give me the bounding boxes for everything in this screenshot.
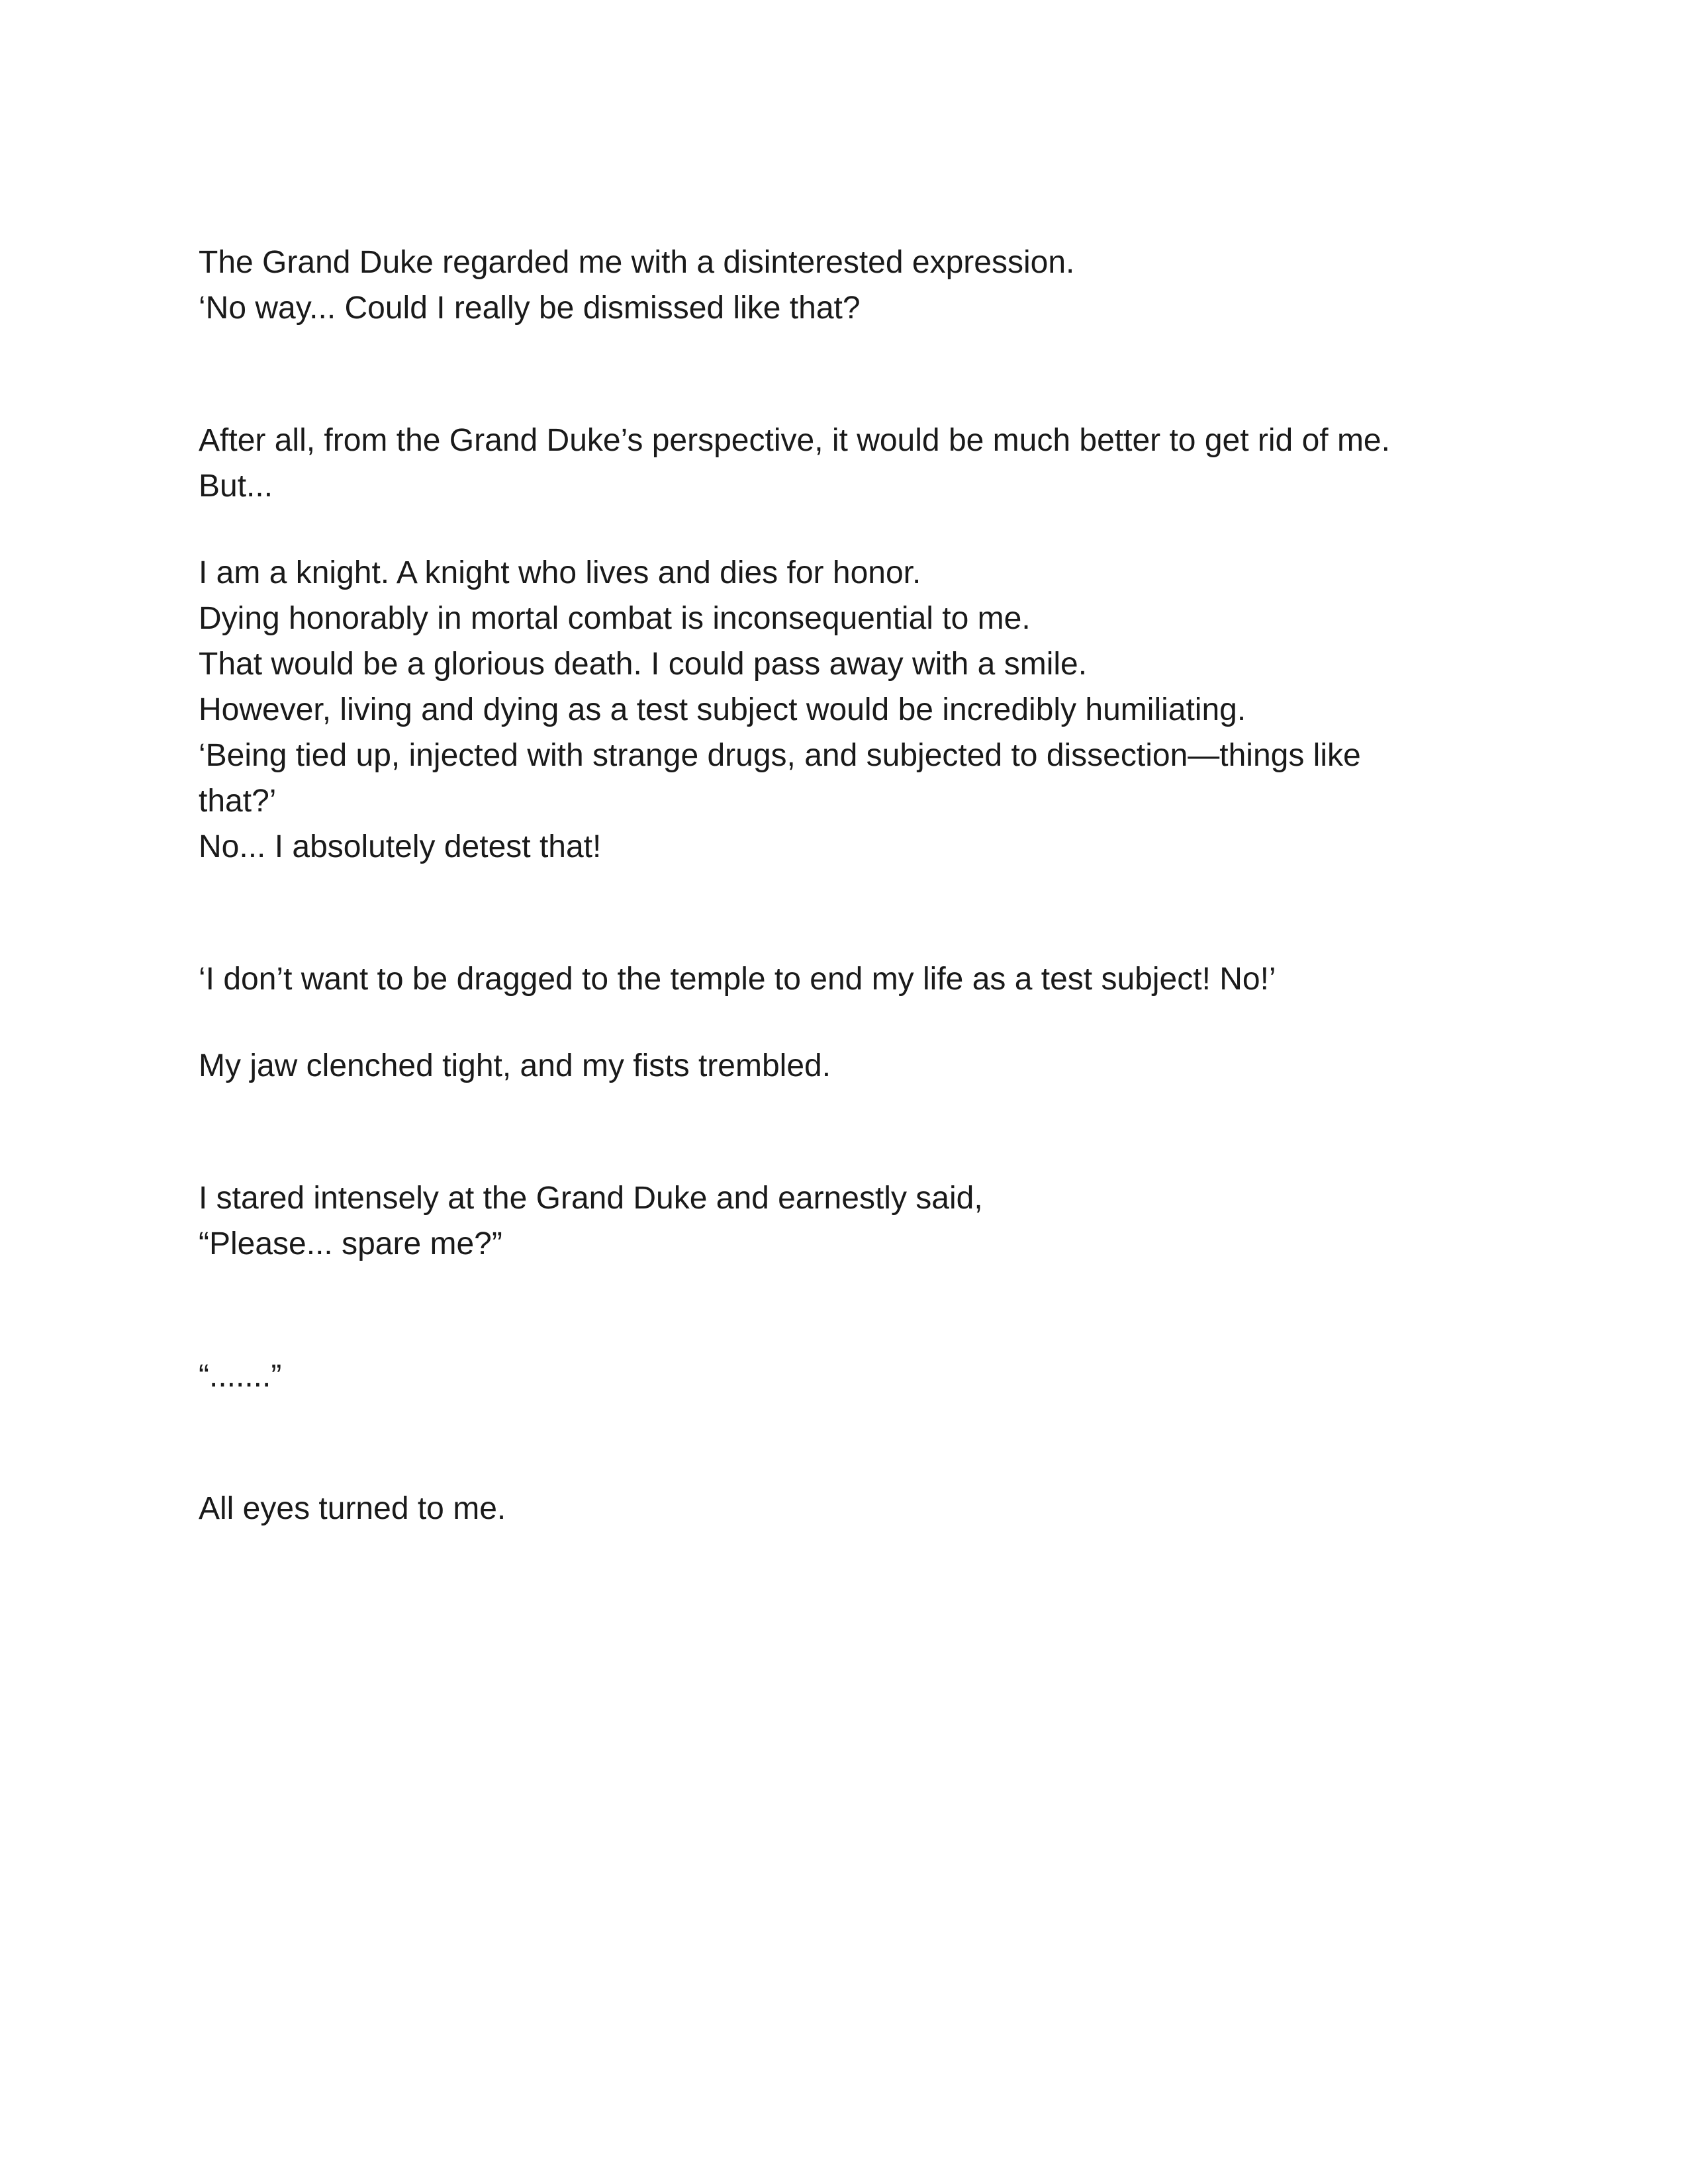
text-line: My jaw clenched tight, and my fists trembled. (199, 1048, 831, 1083)
text-line: However, living and dying as a test subject would be incredibly humiliating. (199, 692, 1246, 727)
text-line: After all, from the Grand Duke’s perspective, it would be much better to get rid of me. (199, 423, 1390, 458)
text-line: The Grand Duke regarded me with a disinterested expression. (199, 245, 1075, 280)
paragraph-gap (199, 1399, 1509, 1486)
paragraph-gap (199, 1267, 1509, 1353)
text-line: Dying honorably in mortal combat is inconsequential to me. (199, 601, 1031, 636)
text-line: No... I absolutely detest that! (199, 829, 602, 864)
text-line: ‘Being tied up, injected with strange drugs, and subjected to dissection—things like (199, 738, 1361, 773)
text-line: that?’ (199, 784, 277, 819)
text-line: “Please... spare me?” (199, 1226, 502, 1261)
paragraph-gap (199, 1002, 1509, 1043)
paragraph-gap (199, 509, 1509, 550)
text-line: ‘I don’t want to be dragged to the temple to end my life as a test subject! No!’ (199, 962, 1276, 997)
text-line: But... (199, 469, 273, 504)
text-line: “.......” (199, 1359, 282, 1394)
paragraph-gap (199, 331, 1509, 418)
paragraph-gap (199, 1089, 1509, 1175)
text-line: All eyes turned to me. (199, 1491, 506, 1526)
text-line: That would be a glorious death. I could pass away with a smile. (199, 647, 1088, 682)
document-body (199, 240, 1509, 1531)
text-line: I stared intensely at the Grand Duke and earnestly said, (199, 1181, 983, 1216)
paragraph-gap (199, 870, 1509, 956)
text-line: ‘No way... Could I really be dismissed like that? (199, 291, 861, 326)
text-line: I am a knight. A knight who lives and dies for honor. (199, 555, 921, 590)
